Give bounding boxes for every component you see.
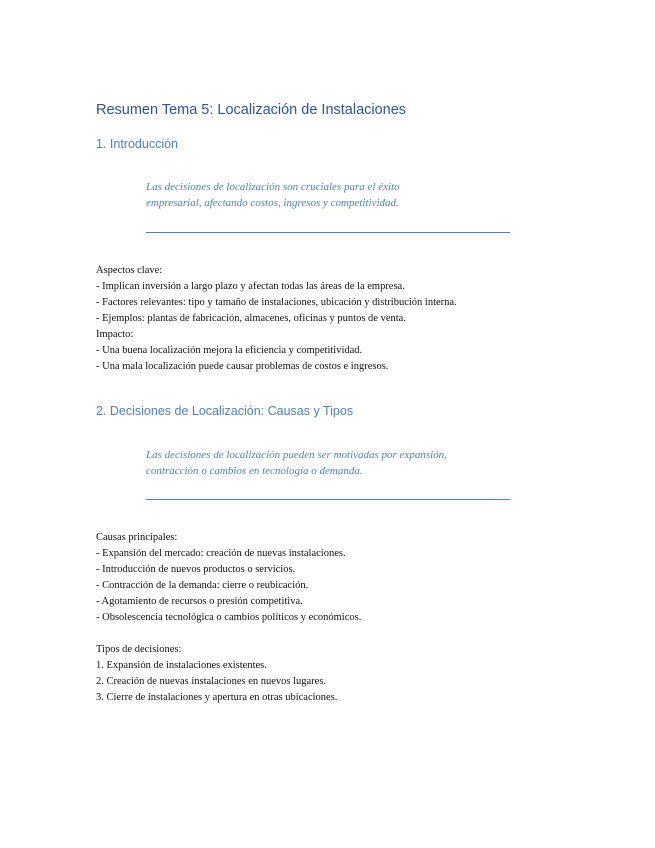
list-item: Tipos de decisiones: bbox=[96, 644, 182, 655]
list-item: Impacto: bbox=[96, 329, 134, 340]
section-heading-introduccion: 1. Introducción bbox=[96, 137, 178, 151]
list-item: - Expansión del mercado: creación de nuevas instalaciones. bbox=[96, 548, 346, 559]
list-item: - Una mala localización puede causar problemas de costos e ingresos. bbox=[96, 361, 389, 372]
causes-list bbox=[96, 530, 361, 626]
intro-quote bbox=[146, 179, 510, 211]
quote-divider bbox=[146, 499, 510, 500]
list-item: - Una buena localización mejora la eficiencia y competitividad. bbox=[96, 345, 363, 356]
list-item: - Ejemplos: plantas de fabricación, almacenes, oficinas y puntos de venta. bbox=[96, 313, 406, 324]
list-item: 3. Cierre de instalaciones y apertura en otras ubicaciones. bbox=[96, 692, 338, 703]
quote-divider bbox=[146, 232, 510, 233]
quote-line: Las decisiones de localización pueden ser motivadas por expansión, bbox=[146, 449, 447, 461]
decisions-quote bbox=[146, 447, 510, 479]
document-title: Resumen Tema 5: Localización de Instalaciones bbox=[96, 102, 407, 118]
section-heading-decisiones: 2. Decisiones de Localización: Causas y Tipos bbox=[96, 404, 354, 418]
list-item: - Implican inversión a largo plazo y afectan todas las áreas de la empresa. bbox=[96, 281, 405, 292]
list-item: Causas principales: bbox=[96, 532, 178, 543]
list-item: - Obsolescencia tecnológica o cambios políticos y económicos. bbox=[96, 612, 362, 623]
list-item: 1. Expansión de instalaciones existentes. bbox=[96, 660, 267, 671]
quote-line: Las decisiones de localización son cruciales para el éxito bbox=[146, 181, 400, 193]
list-item: 2. Creación de nuevas instalaciones en nuevos lugares. bbox=[96, 676, 327, 687]
list-item: - Contracción de la demanda: cierre o reubicación. bbox=[96, 580, 309, 591]
quote-line: empresarial, afectando costos, ingresos y competitividad. bbox=[146, 197, 399, 209]
list-item: - Agotamiento de recursos o presión competitiva. bbox=[96, 596, 303, 607]
quote-line: contracción o cambios en tecnología o demanda. bbox=[146, 465, 363, 477]
intro-key-points bbox=[96, 263, 457, 375]
list-item: - Introducción de nuevos productos o servicios. bbox=[96, 564, 296, 575]
list-item: Aspectos clave: bbox=[96, 265, 163, 276]
list-item: - Factores relevantes: tipo y tamaño de instalaciones, ubicación y distribución interna. bbox=[96, 297, 457, 308]
decision-types-list bbox=[96, 642, 337, 706]
